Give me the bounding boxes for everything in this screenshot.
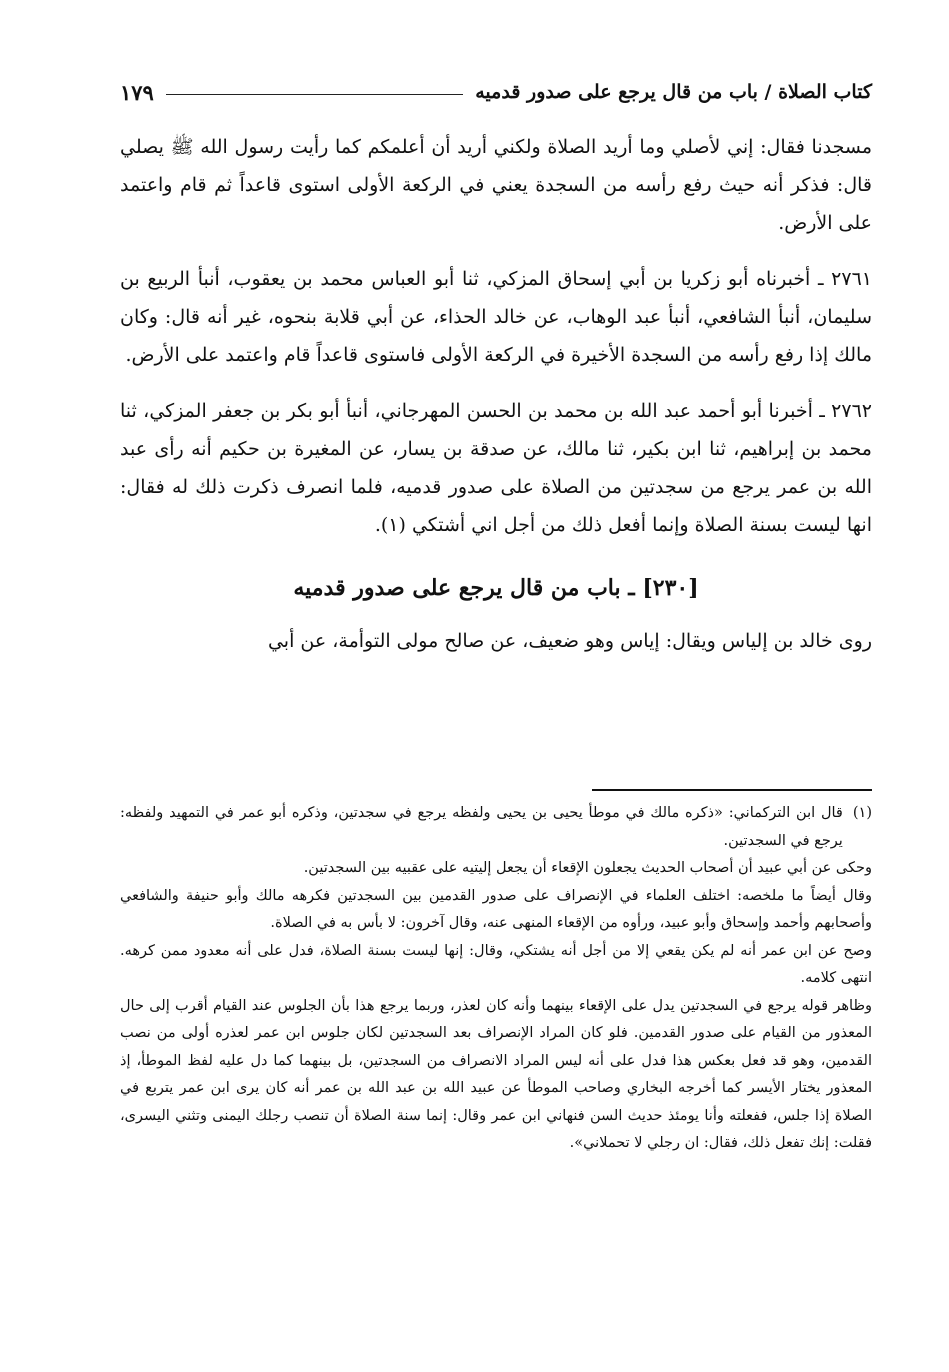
footnote-paragraph: وصح عن ابن عمر أنه لم يكن يقعي إلا من أجل أنه يشتكي، وقال: إنها ليست بسنة الصلاة، فدل على أنه معدود ممن كرهه. انتهى كلامه. bbox=[120, 942, 872, 986]
intro-paragraph: مسجدنا فقال: إني لأصلي وما أريد الصلاة ولكني أريد أن أعلمكم كما رأيت رسول الله ﷺ يصلي قال: فذكر أنه حيث رفع رأسه من السجدة يعني في الركعة الأولى استوى قاعداً ثم قام واعتمد على الأرض. bbox=[120, 136, 872, 234]
footnote-paragraph: وظاهر قوله يرجع في السجدتين يدل على الإقعاء بينهما وأنه كان لعذر، وربما يرجع هذا بأن الجلوس عند القيام أقرب إلى حال المعذور من القيام على صدور القدمين. فلو كان المراد الإنصراف بعد السجدتين لكان جلوس ابن عمر لعذره أولى من نصب القدمين، وهو قد فعل بعكس هذا فدل على أنه ليس المراد الانصراف من السجدتين، بل بينهما كما دل عليه لفظ الموطأ، إذ المعذور يختار الأيسر كما أخرجه البخاري وصاحب الموطأ عن عبيد الله بن عبد الله بن عمر أنه كان يرى ابن عمر يتربع في الصلاة إذا جلس، ففعلته وأنا يومئذ حديث السن فنهاني ابن عمر وقال: إنما سنة الصلاة أن تنصب رجلك اليمنى وتثني اليسرى، فقلت: إنك تفعل ذلك، فقال: ان رجلي لا تحملاني». bbox=[120, 997, 872, 1151]
footnote-1 bbox=[120, 800, 872, 855]
hadith-2762: ٢٧٦٢ ـ أخبرنا أبو أحمد عبد الله بن محمد بن الحسن المهرجاني، أنبأ أبو بكر بن جعفر المزكي، ثنا محمد بن إبراهيم، ثنا ابن بكير، ثنا مالك، عن صدقة بن يسار، عن المغيرة بن حكيم أنه رأى عبد الله بن عمر يرجع من سجدتين من الصلاة على صدور قدميه، فلما انصرف ذكرت ذلك له فقال: انها ليست بسنة الصلاة وإنما أفعل ذلك من أجل اني أشتكي (١). bbox=[120, 400, 872, 536]
footnotes bbox=[120, 800, 872, 1158]
footnote-text: قال ابن التركماني: «ذكره مالك في موطأ يحيى بن يحيى ولفظه يرجع في سجدتين، وذكره أبو عمر في التمهيد ولفظه: يرجع في السجدتين. bbox=[120, 805, 843, 849]
footnote-paragraph: وحكى عن أبي عبيد أن أصحاب الحديث يجعلون الإقعاء أن يجعل إليتيه على عقبيه بين السجدتين. bbox=[303, 860, 872, 876]
chapter-text: روى خالد بن إلياس ويقال: إياس وهو ضعيف، عن صالح مولى التوأمة، عن أبي bbox=[267, 630, 872, 652]
chapter-heading: [٢٣٠] ـ باب من قال يرجع على صدور قدميه bbox=[293, 575, 699, 601]
footnote-paragraph: وقال أيضاً ما ملخصه: اختلف العلماء في الإنصراف على صدور القدمين بين السجدتين فكرهه مالك وأبو حنيفة والشافعي وأصحابهم وأحمد وإسحاق وأبو عبيد، ورأوه من الإقعاء المنهى عنه، وقال آخرون: لا بأس به في الصلاة. bbox=[120, 887, 872, 931]
running-header-title: كتاب الصلاة / باب من قال يرجع على صدور قدميه bbox=[475, 81, 872, 103]
footnote-separator bbox=[592, 789, 872, 791]
header-rule bbox=[166, 94, 463, 95]
hadith-2761: ٢٧٦١ ـ أخبرناه أبو زكريا بن أبي إسحاق المزكي، ثنا أبو العباس محمد بن يعقوب، أنبأ الربيع بن سليمان، أنبأ الشافعي، أنبأ عبد الوهاب، عن خالد الحذاء، عن أبي قلابة بنحوه، غير أنه قال: وكان مالك إذا رفع رأسه من السجدة الأخيرة في الركعة الأولى فاستوى قاعداً قام واعتمد على الأرض. bbox=[120, 268, 872, 366]
running-header bbox=[120, 72, 872, 112]
page-number: ١٧٩ bbox=[120, 79, 154, 105]
footnote-number: (١) bbox=[852, 805, 872, 821]
main-text bbox=[120, 128, 872, 660]
